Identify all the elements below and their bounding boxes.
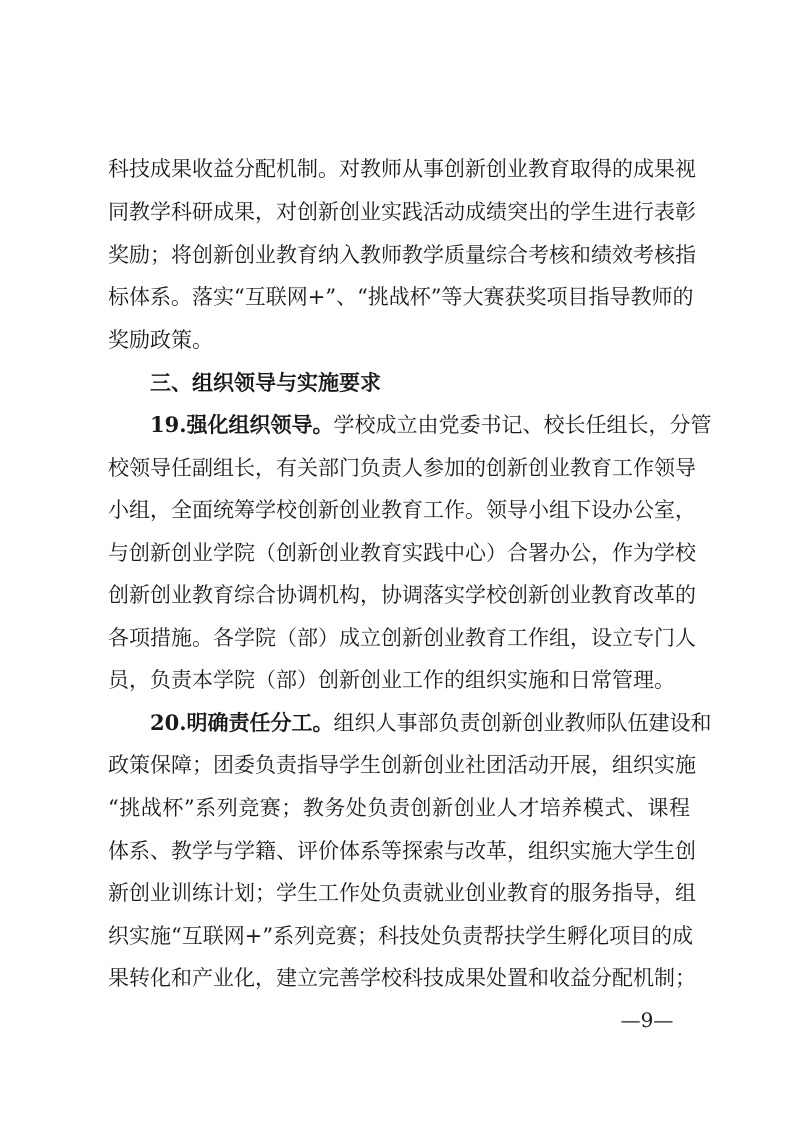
paragraph-line: 新创业训练计划；学生工作处负责就业创业教育的服务指导，组 xyxy=(108,881,696,905)
paragraph-line: 各项措施。各学院（部）成立创新创业教育工作组，设立专门人 xyxy=(108,626,696,650)
item-19-first-line xyxy=(150,409,712,441)
paragraph-line: 与创新创业学院（创新创业教育实践中心）合署办公，作为学校 xyxy=(108,541,696,565)
paragraph-line: 创新创业教育综合协调机构，协调落实学校创新创业教育改革的 xyxy=(108,583,696,607)
paragraph-line: “挑战杯”系列竞赛；教务处负责创新创业人才培养模式、课程 xyxy=(108,796,690,820)
paragraph-line: 同教学科研成果，对创新创业实践活动成绩突出的学生进行表彰 xyxy=(108,200,696,224)
paragraph-line: 织实施“互联网+”系列竞赛；科技处负责帮扶学生孵化项目的成 xyxy=(108,924,694,948)
paragraph-line: 科技成果收益分配机制。对教师从事创新创业教育取得的成果视 xyxy=(108,157,696,181)
paragraph-line: 政策保障；团委负责指导学生创新创业社团活动开展，组织实施 xyxy=(108,753,696,777)
paragraph-line: 校领导任副组长，有关部门负责人参加的创新创业教育工作领导 xyxy=(108,456,696,480)
item-20-text: 组织人事部负责创新创业教师队伍建设和 xyxy=(333,711,712,735)
paragraph-line: 标体系。落实“互联网+”、“挑战杯”等大赛获奖项目指导教师的 xyxy=(108,285,694,309)
paragraph-line: 员，负责本学院（部）创新创业工作的组织实施和日常管理。 xyxy=(108,668,675,692)
paragraph-line: 体系、教学与学籍、评价体系等探索与改革，组织实施大学生创 xyxy=(108,839,696,863)
page-number: —9— xyxy=(620,1008,674,1032)
paragraph-line: 奖励政策。 xyxy=(108,328,213,352)
paragraph-line: 果转化和产业化，建立完善学校科技成果处置和收益分配机制； xyxy=(108,966,696,990)
item-19-title: 19.强化组织领导。 xyxy=(150,412,334,437)
paragraph-line: 奖励；将创新创业教育纳入教师教学质量综合考核和绩效考核指 xyxy=(108,243,696,267)
item-19-text: 学校成立由党委书记、校长任组长，分管 xyxy=(333,413,712,437)
item-20-first-line xyxy=(150,707,712,739)
item-20-title: 20.明确责任分工。 xyxy=(150,710,334,735)
paragraph-line: 小组，全面统筹学校创新创业教育工作。领导小组下设办公室， xyxy=(108,498,696,522)
section-heading: 三、组织领导与实施要求 xyxy=(150,370,381,395)
